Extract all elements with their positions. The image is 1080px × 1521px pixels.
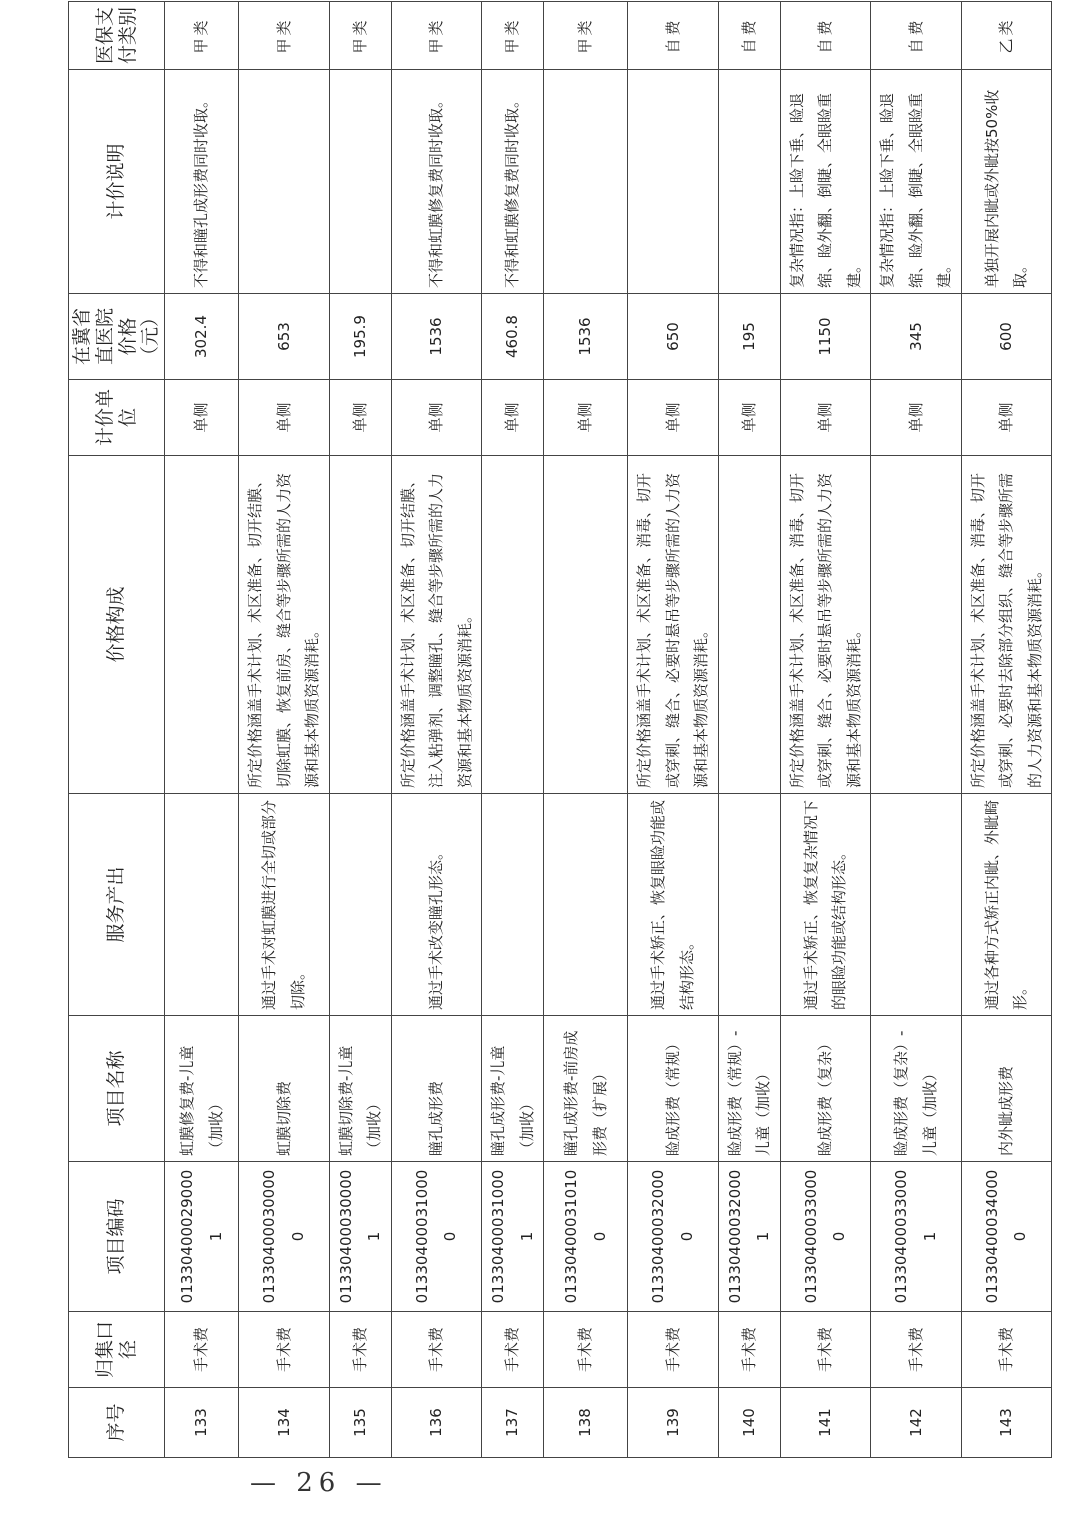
cell-output	[718, 794, 780, 1016]
cell-pay-category: 自费	[871, 2, 962, 70]
cell-scope: 手术费	[780, 1312, 871, 1388]
cell-scope: 手术费	[544, 1312, 628, 1388]
cell-price: 302.4	[165, 294, 239, 380]
header-code: 项目编码	[69, 1162, 165, 1312]
table-row	[544, 2, 628, 1458]
cell-output: 通过手术改变瞳孔形态。	[391, 794, 482, 1016]
cell-price: 345	[871, 294, 962, 380]
cell-note: 复杂情况指：上睑下垂、睑退缩、睑外翻、倒睫、全眼睑重建。	[780, 70, 871, 294]
cell-pay-category: 甲类	[391, 2, 482, 70]
table-row	[165, 2, 239, 1458]
page-number: — 26 —	[250, 1468, 388, 1498]
cell-pay-category: 甲类	[239, 2, 330, 70]
cell-output: 通过手术矫正、恢复眼睑功能或结构形态。	[628, 794, 719, 1016]
cell-note: 单独开展内眦或外眦按50%收取。	[961, 70, 1052, 294]
cell-seq: 141	[780, 1388, 871, 1458]
cell-name: 瞳孔成形费	[391, 1016, 482, 1162]
cell-price: 195	[718, 294, 780, 380]
cell-scope: 手术费	[718, 1312, 780, 1388]
cell-unit: 单侧	[628, 380, 719, 456]
table-row	[391, 2, 482, 1458]
cell-unit: 单侧	[391, 380, 482, 456]
cell-name: 虹膜切除费	[239, 1016, 330, 1162]
cell-note	[628, 70, 719, 294]
table-row	[482, 2, 544, 1458]
cell-price-composition	[718, 456, 780, 794]
cell-unit: 单侧	[165, 380, 239, 456]
cell-unit: 单侧	[329, 380, 391, 456]
cell-seq: 143	[961, 1388, 1052, 1458]
cell-scope: 手术费	[628, 1312, 719, 1388]
cell-seq: 136	[391, 1388, 482, 1458]
cell-name: 睑成形费（复杂）	[780, 1016, 871, 1162]
cell-note	[544, 70, 628, 294]
cell-pay-category: 乙类	[961, 2, 1052, 70]
header-scope: 归集口径	[69, 1312, 165, 1388]
cell-code: 013304000330001	[871, 1162, 962, 1312]
cell-price-composition	[544, 456, 628, 794]
header-output: 服务产出	[69, 794, 165, 1016]
cell-output: 通过各种方式矫正内眦、外眦畸形。	[961, 794, 1052, 1016]
cell-pay-category: 自费	[718, 2, 780, 70]
cell-scope: 手术费	[391, 1312, 482, 1388]
cell-note	[718, 70, 780, 294]
cell-price: 1536	[391, 294, 482, 380]
cell-price: 1150	[780, 294, 871, 380]
cell-scope: 手术费	[482, 1312, 544, 1388]
cell-pay-category: 甲类	[329, 2, 391, 70]
cell-unit: 单侧	[544, 380, 628, 456]
header-pay-category: 医保支付类别	[69, 2, 165, 70]
cell-code: 013304000300001	[329, 1162, 391, 1312]
cell-name: 睑成形费（常规）	[628, 1016, 719, 1162]
cell-scope: 手术费	[329, 1312, 391, 1388]
header-name: 项目名称	[69, 1016, 165, 1162]
cell-seq: 135	[329, 1388, 391, 1458]
cell-price: 460.8	[482, 294, 544, 380]
cell-code: 013304000290001	[165, 1162, 239, 1312]
cell-seq: 134	[239, 1388, 330, 1458]
cell-price-composition: 所定价格涵盖手术计划、术区准备、切开结膜、切除虹膜、恢复前房、缝合等步骤所需的人力资源和基本物质资源消耗。	[239, 456, 330, 794]
cell-name: 瞳孔成形费-前房成形费（扩展）	[544, 1016, 628, 1162]
cell-name: 虹膜切除费-儿童（加收）	[329, 1016, 391, 1162]
table-row	[329, 2, 391, 1458]
cell-unit: 单侧	[718, 380, 780, 456]
cell-code: 013304000310001	[482, 1162, 544, 1312]
header-seq: 序号	[69, 1388, 165, 1458]
table-row	[871, 2, 962, 1458]
cell-code: 013304000300000	[239, 1162, 330, 1312]
cell-pay-category: 甲类	[482, 2, 544, 70]
cell-name: 睑成形费（复杂）-儿童（加收）	[871, 1016, 962, 1162]
cell-code: 013304000320000	[628, 1162, 719, 1312]
cell-unit: 单侧	[239, 380, 330, 456]
cell-note: 不得和虹膜修复费同时收取。	[391, 70, 482, 294]
cell-note	[239, 70, 330, 294]
cell-code: 013304000320001	[718, 1162, 780, 1312]
table-header-row	[69, 2, 165, 1458]
cell-output: 通过手术矫正、恢复复杂情况下的眼睑功能或结构形态。	[780, 794, 871, 1016]
cell-seq: 139	[628, 1388, 719, 1458]
cell-code: 013304000340000	[961, 1162, 1052, 1312]
cell-unit: 单侧	[961, 380, 1052, 456]
cell-price-composition	[482, 456, 544, 794]
header-unit: 计价单位	[69, 380, 165, 456]
cell-pay-category: 甲类	[544, 2, 628, 70]
table-row	[780, 2, 871, 1458]
cell-seq: 133	[165, 1388, 239, 1458]
cell-scope: 手术费	[165, 1312, 239, 1388]
cell-code: 013304000310100	[544, 1162, 628, 1312]
cell-note: 不得和瞳孔成形费同时收取。	[165, 70, 239, 294]
cell-code: 013304000330000	[780, 1162, 871, 1312]
cell-price: 195.9	[329, 294, 391, 380]
cell-price-composition	[329, 456, 391, 794]
header-price-composition: 价格构成	[69, 456, 165, 794]
cell-pay-category: 自费	[780, 2, 871, 70]
cell-seq: 140	[718, 1388, 780, 1458]
cell-price: 1536	[544, 294, 628, 380]
cell-unit: 单侧	[780, 380, 871, 456]
cell-name: 虹膜修复费-儿童（加收）	[165, 1016, 239, 1162]
cell-note	[329, 70, 391, 294]
header-note: 计价说明	[69, 70, 165, 294]
table-row	[628, 2, 719, 1458]
cell-output	[329, 794, 391, 1016]
table-row	[239, 2, 330, 1458]
cell-output	[482, 794, 544, 1016]
cell-price-composition	[871, 456, 962, 794]
cell-price: 653	[239, 294, 330, 380]
cell-price: 600	[961, 294, 1052, 380]
cell-code: 013304000310000	[391, 1162, 482, 1312]
cell-unit: 单侧	[871, 380, 962, 456]
cell-output	[544, 794, 628, 1016]
cell-name: 内外眦成形费	[961, 1016, 1052, 1162]
cell-seq: 142	[871, 1388, 962, 1458]
cell-price-composition: 所定价格涵盖手术计划、术区准备、切开结膜、注入粘弹剂、调整瞳孔、缝合等步骤所需的人力资源和基本物质资源消耗。	[391, 456, 482, 794]
header-price: 在冀省直医院价格（元）	[69, 294, 165, 380]
cell-output: 通过手术对虹膜进行全切或部分切除。	[239, 794, 330, 1016]
cell-output	[165, 794, 239, 1016]
cell-note: 不得和虹膜修复费同时收取。	[482, 70, 544, 294]
cell-price-composition: 所定价格涵盖手术计划、术区准备、消毒、切开或穿刺、缝合、必要时悬吊等步骤所需的人力资源和基本物质资源消耗。	[628, 456, 719, 794]
cell-scope: 手术费	[239, 1312, 330, 1388]
cell-price: 650	[628, 294, 719, 380]
cell-pay-category: 甲类	[165, 2, 239, 70]
cell-name: 瞳孔成形费-儿童（加收）	[482, 1016, 544, 1162]
cell-seq: 137	[482, 1388, 544, 1458]
cell-seq: 138	[544, 1388, 628, 1458]
table-row	[961, 2, 1052, 1458]
cell-scope: 手术费	[961, 1312, 1052, 1388]
cell-unit: 单侧	[482, 380, 544, 456]
cell-scope: 手术费	[871, 1312, 962, 1388]
cell-pay-category: 自费	[628, 2, 719, 70]
cell-price-composition: 所定价格涵盖手术计划、术区准备、消毒、切开或穿刺、缝合、必要时悬吊等步骤所需的人力资源和基本物质资源消耗。	[780, 456, 871, 794]
rotated-table-wrapper	[68, 6, 1044, 1458]
fee-table	[68, 1, 1052, 1458]
cell-note: 复杂情况指：上睑下垂、睑退缩、睑外翻、倒睫、全眼睑重建。	[871, 70, 962, 294]
cell-name: 睑成形费（常规）-儿童（加收）	[718, 1016, 780, 1162]
cell-price-composition: 所定价格涵盖手术计划、术区准备、消毒、切开或穿刺、必要时去除部分组织、缝合等步骤所需的人力资源和基本物质资源消耗。	[961, 456, 1052, 794]
table-row	[718, 2, 780, 1458]
cell-price-composition	[165, 456, 239, 794]
cell-output	[871, 794, 962, 1016]
